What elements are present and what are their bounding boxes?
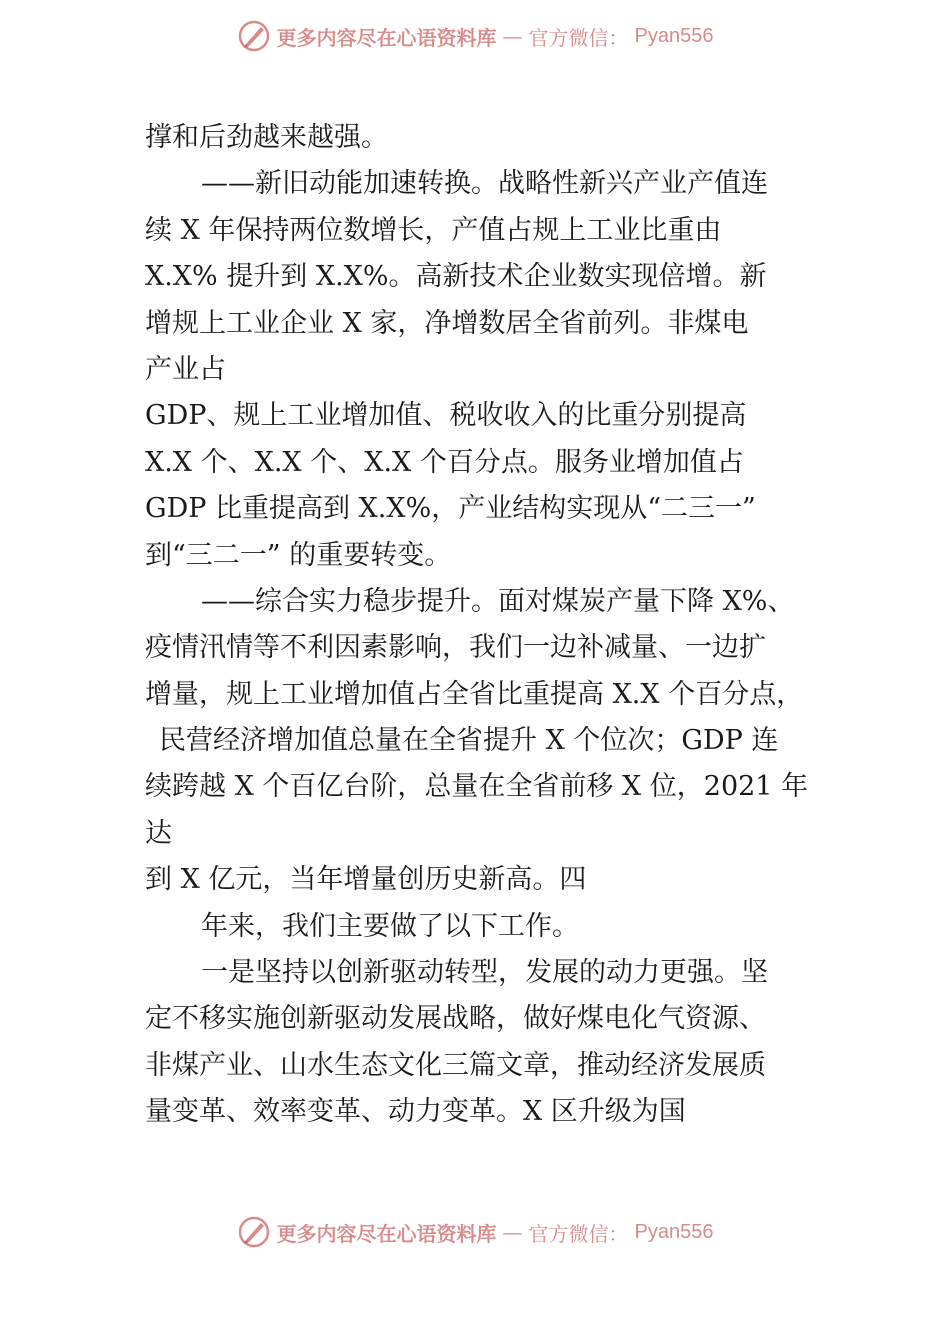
text-line: 定不移实施创新驱动发展战略，做好煤电化气资源、 [145,1003,766,1035]
text-line: X.X% 提升到 X.X%。高新技术企业数实现倍增。新 [145,261,767,293]
text-line: 一是坚持以创新驱动转型，发展的动力更强。坚 [201,957,768,989]
text-line: 到“三二一” 的重要转变。 [145,539,452,571]
pen-logo-icon [237,1215,271,1249]
watermark-label: 官方微信： [528,25,629,50]
pen-logo-icon [237,19,271,53]
text-line: 撑和后劲越来越强。 [145,122,388,153]
text-line: 增量，规上工业增加值占全省比重提高 X.X 个百分点， [145,678,804,710]
text-line: GDP、规上工业增加值、税收收入的比重分别提高 [145,400,747,432]
text-line: 民营经济增加值总量在全省提升 X 个位次；GDP 连 [159,725,779,757]
text-line: 年来，我们主要做了以下工作。 [201,910,579,942]
watermark-handle: Pyan556 [634,24,714,47]
watermark-brand: 更多内容尽在心语资料库 [276,1221,497,1246]
text-line: 量变革、效率变革、动力变革。X 区升级为国 [145,1096,686,1128]
watermark-separator: — [502,24,523,48]
text-line: 非煤产业、山水生态文化三篇文章，推动经济发展质 [145,1049,766,1081]
text-line: 疫情汛情等不利因素影响，我们一边补减量、一边扩 [145,632,766,664]
header-watermark [0,16,950,56]
text-line: 续跨越 X 个百亿台阶，总量在全省前移 X 位，2021 年 [145,771,809,803]
text-line: ——综合实力稳步提升。面对煤炭产量下降 X%、 [201,585,795,617]
text-line: ——新旧动能加速转换。战略性新兴产业产值连 [201,168,768,200]
text-line: 到 X 亿元，当年增量创历史新高。四 [145,864,587,896]
watermark-brand: 更多内容尽在心语资料库 [276,25,497,50]
footer-watermark [0,1212,950,1252]
text-line: X.X 个、X.X 个、X.X 个百分点。服务业增加值占 [145,446,744,478]
watermark-label: 官方微信： [528,1221,629,1246]
document-body [145,115,825,1136]
text-line: GDP 比重提高到 X.X%，产业结构实现从“二三一” [145,493,756,525]
text-line: 达 [145,817,172,849]
watermark-handle: Pyan556 [634,1220,714,1243]
text-line: 产业占 [145,353,226,385]
text-line: 续 X 年保持两位数增长，产值占规上工业比重由 [145,214,722,246]
watermark-separator: — [502,1220,523,1244]
text-line: 增规上工业企业 X 家，净增数居全省前列。非煤电 [145,307,749,339]
